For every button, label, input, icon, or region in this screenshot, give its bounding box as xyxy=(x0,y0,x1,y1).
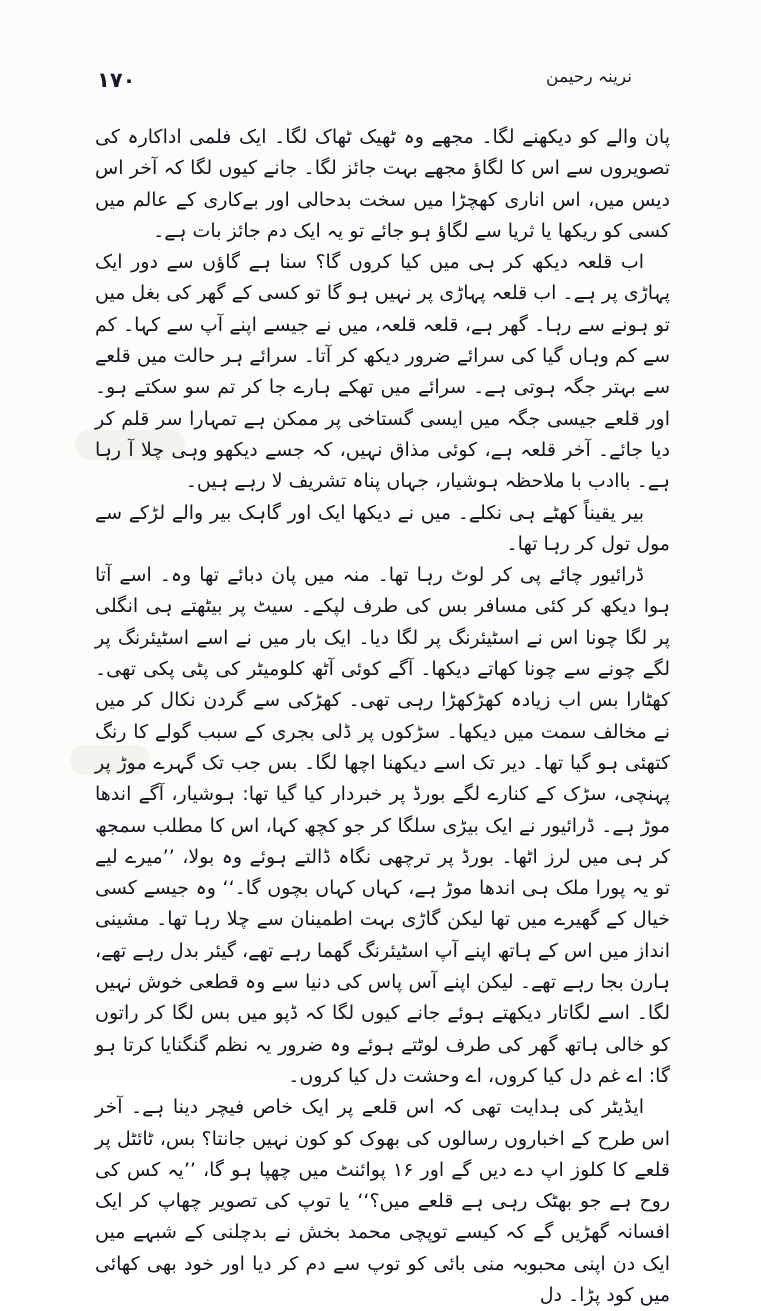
paragraph: اب قلعہ دیکھ کر ہی میں کیا کروں گا؟ سنا ہے گاؤں سے دور ایک پہاڑی پر ہے۔ اب قلعہ پہاڑی پر نہیں ہو گا تو کسی کے گھر کی بغل میں تو ہونے سے رہا۔ گھر ہے، قلعہ قلعہ، میں نے جیسے اپنے آپ سے کہا۔ کم سے کم وہاں گیا کی سرائے ضرور دیکھ کر آتا۔ سرائے ہر حالت میں قلعے سے بہتر جگہ ہوتی ہے۔ سرائے میں تھکے ہارے جا کر تم سو سکتے ہو۔ اور قلعے جیسی جگہ میں ایسی گستاخی پر ممکن ہے تمہارا سر قلم کر دیا جائے۔ آخر قلعہ ہے، کوئی مذاق نہیں، کہ جسے دیکھو وہی چلا آ رہا ہے۔ باادب با ملاحظہ ہوشیار، جہاں پناہ تشریف لا رہے ہیں۔ xyxy=(95,251,670,493)
running-title: نرینہ رحیمن xyxy=(546,67,632,87)
paragraph: پان والے کو دیکھنے لگا۔ مجھے وہ ٹھیک ٹھاک لگا۔ ایک فلمی اداکارہ کی تصویروں سے اس کا لگاؤ مجھے بہت جائز لگا۔ جانے کیوں لگا کہ آخر اس دیس میں، اس اناری کھچڑا میں سخت بدحالی اور بےکاری کے عالم میں کسی کو ریکھا یا ثریا سے لگاؤ ہو جائے تو یہ ایک دم جائز بات ہے۔ xyxy=(95,126,670,242)
paragraph: بیر یقیناً کھٹے ہی نکلے۔ میں نے دیکھا ایک اور گاہک بیر والے لڑکے سے مول تول کر رہا تھا۔ xyxy=(95,501,670,555)
paragraph: ایڈیٹر کی ہدایت تھی کہ اس قلعے پر ایک خاص فیچر دینا ہے۔ آخر اس طرح کے اخباروں رسالوں کی بھوک کو کون نہیں جانتا؟ بس، ٹائٹل پر قلعے کا کلوز اپ دے دیں گے اور ۱۶ پوائنٹ میں چھپا ہو گا، ’’یہ کس کی روح ہے جو بھٹک رہی ہے قلعے میں؟‘‘ یا توپ کی تصویر چھاپ کر ایک افسانہ گھڑیں گے کہ کیسے توپچی محمد بخش نے بدچلنی کے شبہے میں ایک دن اپنی محبوبہ منی بائی کو توپ سے دم کر دیا اور خود بھی کھائی میں کود پڑا۔ دل xyxy=(95,1096,670,1306)
paragraph: ڈرائیور چائے پی کر لوٹ رہا تھا۔ منہ میں پان دبائے تھا وہ۔ اسے آتا ہوا دیکھ کر کئی مسافر بس کی طرف لپکے۔ سیٹ پر بیٹھتے ہی انگلی پر لگا چونا اس نے اسٹیئرنگ پر لگا دیا۔ ایک بار میں نے اسے اسٹیئرنگ پر لگے چونے سے چونا کھاتے دیکھا۔ آگے کوئی آٹھ کلومیٹر کی پٹی پکی تھی۔ کھٹارا بس اب زیادہ کھڑکھڑا رہی تھی۔ کھڑکی سے گردن نکال کر میں نے مخالف سمت میں دیکھا۔ سڑکوں پر ڈلی بجری کے سبب گولے کا رنگ کتھئی ہو گیا تھا۔ دیر تک اسے دیکھنا اچھا لگا۔ بس جب تک گہرے موڑ پر پہنچی، سڑک کے کنارے لگے بورڈ پر خبردار کیا گیا تھا: ہوشیار، آگے اندھا موڑ ہے۔ ڈرائیور نے ایک بیڑی سلگا کر جو کچھ کہا، اس کا مطلب سمجھ کر ہی میں لرز اٹھا۔ بورڈ پر ترچھی نگاہ ڈالتے ہوئے وہ بولا، ’’میرے لیے تو یہ پورا ملک ہی اندھا موڑ ہے، کہاں کہاں بچوں گا۔‘‘ وہ جیسے کسی خیال کے گھیرے میں تھا لیکن گاڑی بہت اطمینان سے چلا رہا تھا۔ مشینی انداز میں اس کے ہاتھ اپنے آپ اسٹیئرنگ گھما رہے تھے، گیئر بدل رہے تھے، ہارن بجا رہے تھے۔ لیکن اپنے آس پاس کی دنیا سے وہ قطعی خوش نہیں لگا۔ اسے لگاتار دیکھتے ہوئے جانے کیوں لگا کہ ڈپو میں بس لگا کر راتوں کو خالی ہاتھ گھر کی طرف لوٹتے ہوئے وہ ضرور یہ نظم گنگنایا کرتا ہو گا: اے غم دل کیا کروں، اے وحشت دل کیا کروں۔ xyxy=(95,564,670,1087)
page-header xyxy=(0,60,761,100)
page-number: ۱۷۰ xyxy=(97,68,136,92)
body-text xyxy=(95,122,670,1311)
